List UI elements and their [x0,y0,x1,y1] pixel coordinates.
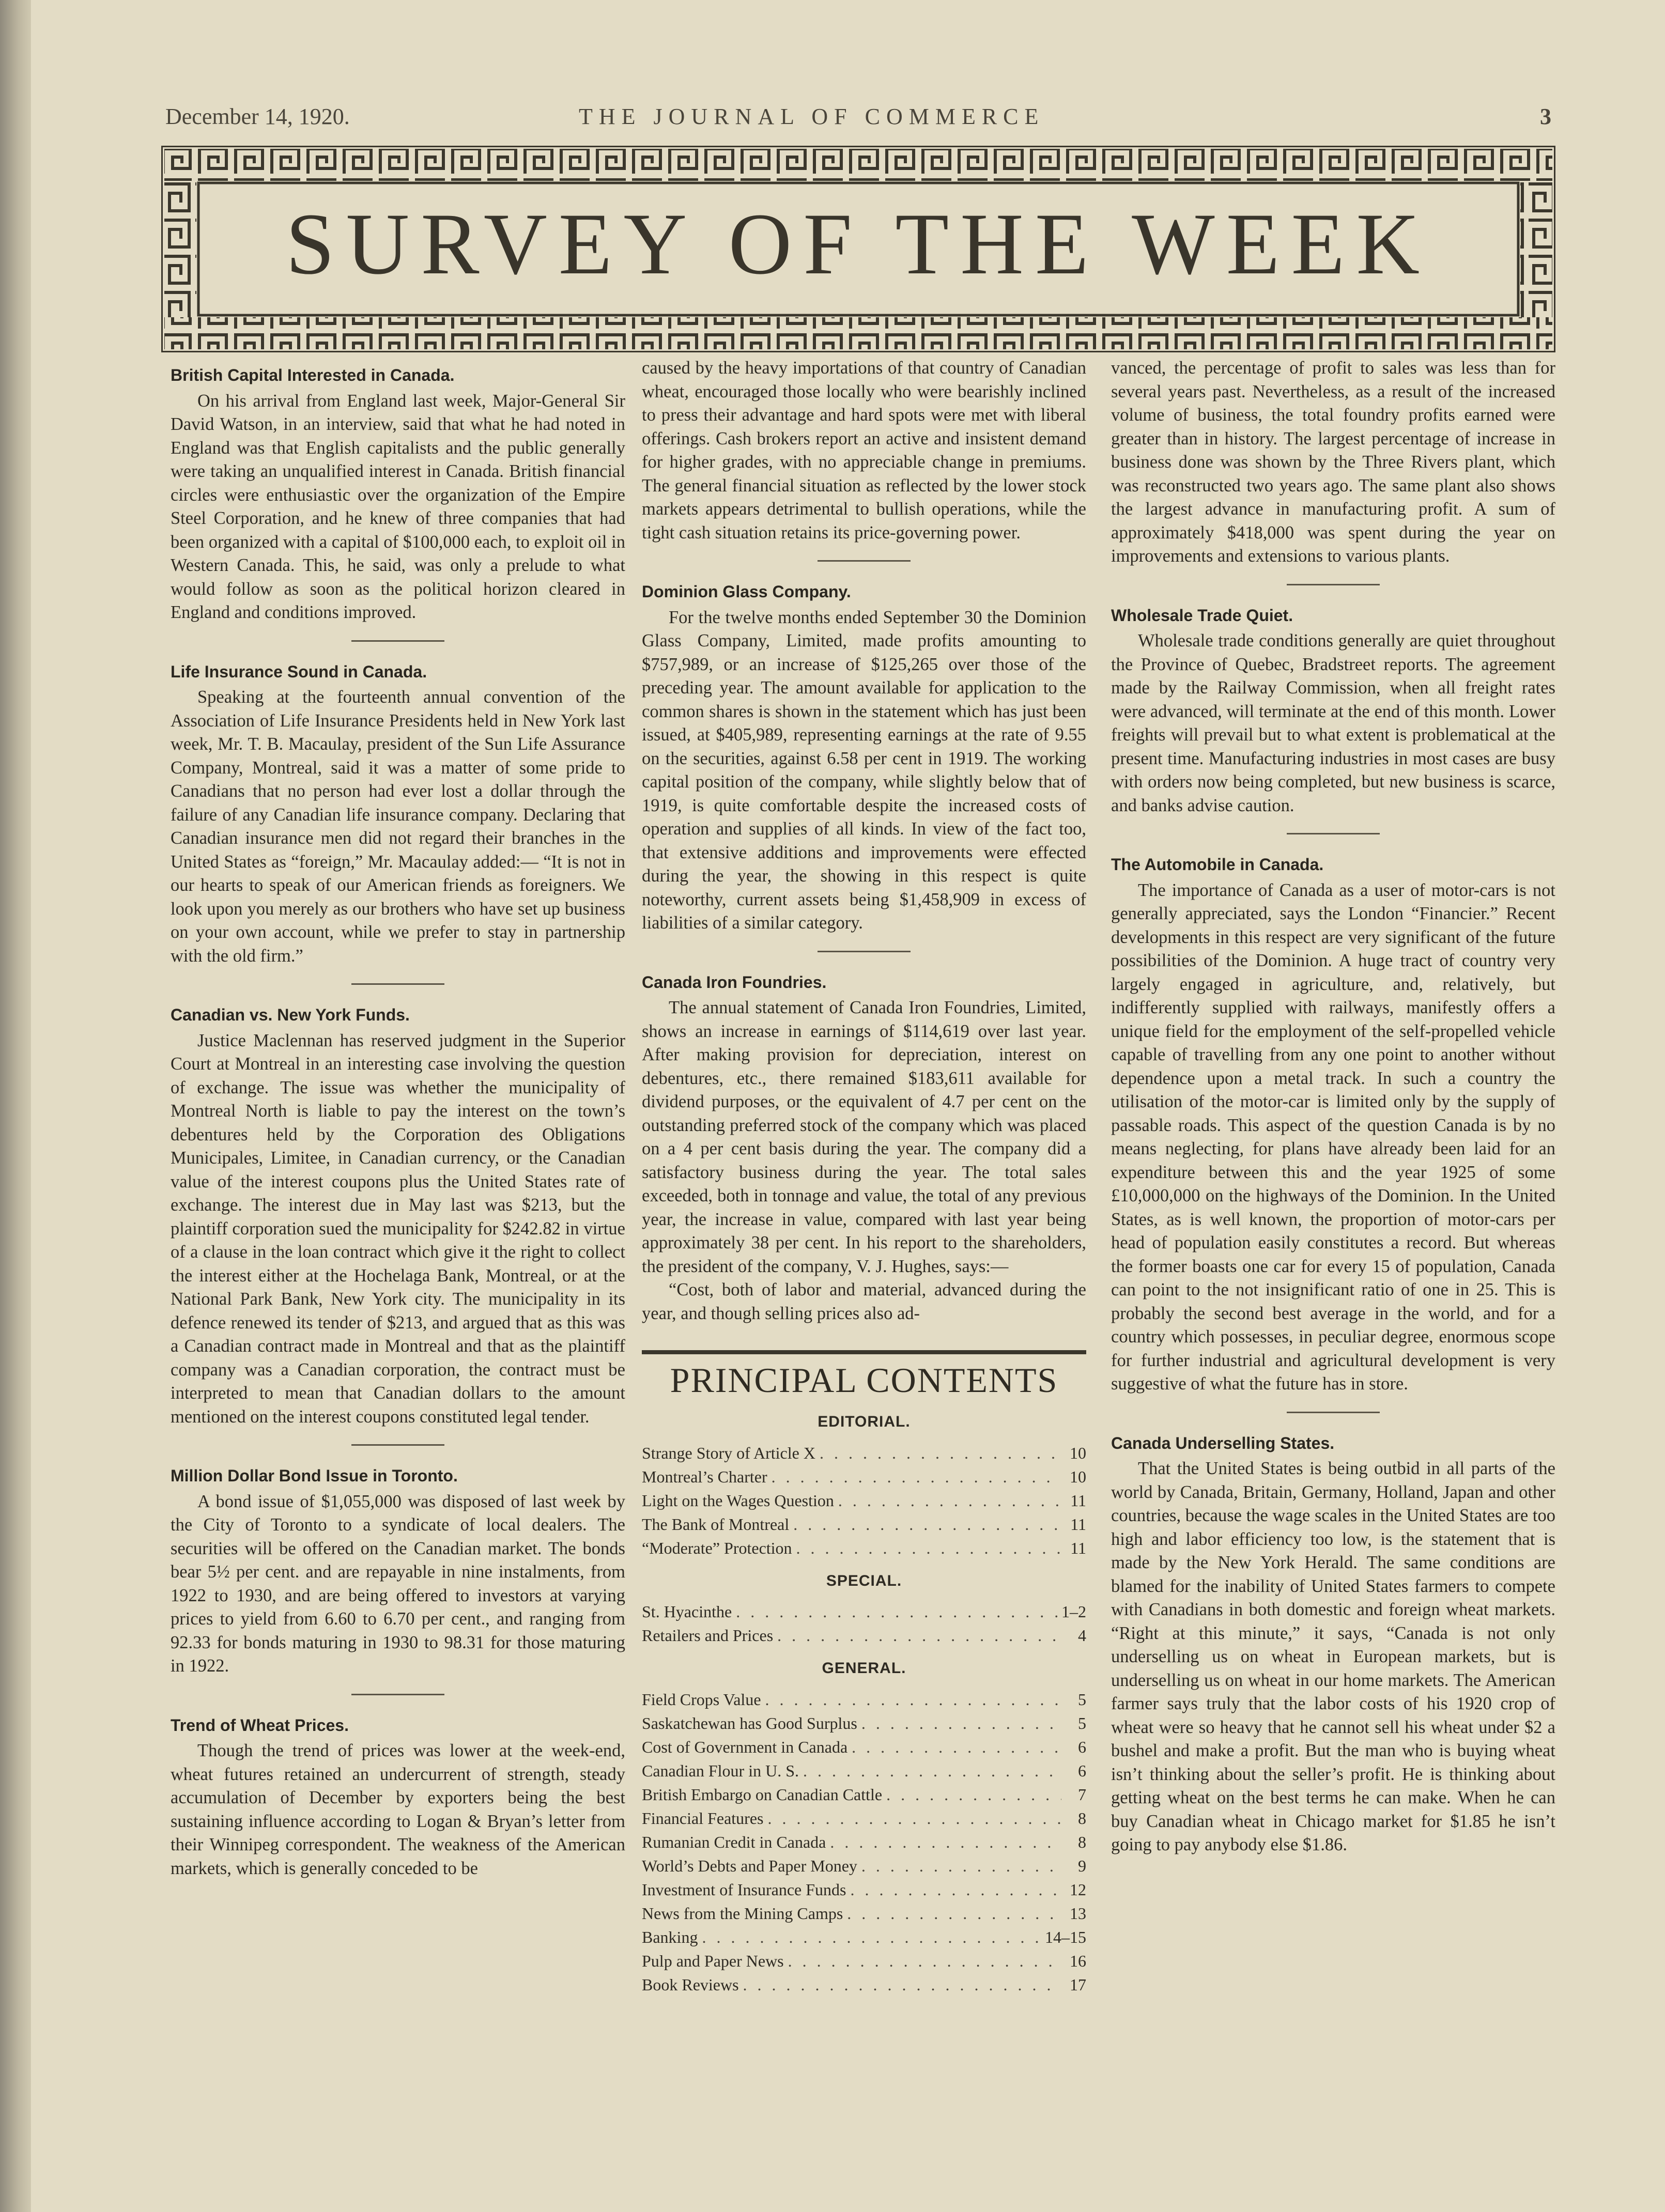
contents-entry-title: Montreal’s Charter [642,1467,767,1486]
contents-entry[interactable] [642,1878,1086,1901]
article-paragraph: vanced, the percentage of profit to sales was less than for several years past. Nevertheless, as a result of the increased volume of business, the total foundry profits earned were greater than in history. The largest percentage of increase in business done was shown by the Three Rivers plant, which was reconstructed two years ago. The same plant also shows the largest advance in manufacturing profit. A sum of approximately $418,000 was spent during the year on improvements and extensions to various plants. [1111,358,1555,566]
contents-entry[interactable] [642,1489,1086,1512]
contents-entry-title: Light on the Wages Question [642,1491,834,1510]
article-paragraph: For the twelve months ended September 30 the Dominion Glass Company, Limited, made profits amounting to $757,989, or an increase of $125,265 over those of the preceding year. The amount available for application to the common shares is shown in the statement which has just been issued, at $405,989, representing earnings at the rate of 9.55 on the securities, against 6.58 per cent in 1919. The working capital position of the company, while slightly below that of 1919, is quite comfortable despite the increased costs of operation and supplies of all kinds. In view of the fact too, that extensive additions and improvements were effected during the year, the showing in this respect is quite noteworthy, current assets being $1,458,909 in excess of liabilities of a similar category. [642,607,1086,933]
article [1111,1432,1555,1857]
contents-entry[interactable] [642,1441,1086,1465]
article [171,364,625,625]
contents-entry[interactable] [642,1806,1086,1830]
contents-entry-page: 6 [1078,1737,1086,1756]
article-paragraph: “Cost, both of labor and material, advanced during the year, and though selling prices also ad- [642,1280,1086,1323]
article [642,580,1086,935]
article [171,1464,625,1678]
contents-entry-title: Pulp and Paper News [642,1951,784,1970]
article-paragraph: A bond issue of $1,055,000 was disposed of last week by the City of Toronto to a syndicate of local dealers. The securities will be offered on the Canadian market. The bonds bear 5½ per cent. and are repayable in nine instalments, from 1922 to 1930, and are being offered to investors at varying prices to yield from 6.60 to 6.70 per cent., and ranging from 92.33 for bonds maturing in 1930 to 98.31 for those maturing in 1922. [171,1491,625,1676]
article [1111,357,1555,568]
article-divider [351,1444,444,1446]
contents-entry-page: 5 [1078,1690,1086,1709]
contents-entry-title: The Bank of Montreal [642,1514,790,1534]
journal-name: THE JOURNAL OF COMMERCE [579,104,1045,129]
contents-section-heading: GENERAL. [822,1660,906,1677]
contents-entry-title: Strange Story of Article X [642,1443,815,1462]
article [642,971,1086,1326]
contents-entry[interactable] [642,1512,1086,1536]
leader-dots [793,1512,1061,1536]
article-heading: Dominion Glass Company. [642,582,851,601]
column-2 [642,357,1086,1997]
article-heading: British Capital Interested in Canada. [171,366,455,384]
contents-entry[interactable] [642,1536,1086,1560]
leader-dots [852,1735,1061,1759]
leader-dots [736,1600,1057,1623]
contents-entry[interactable] [642,1711,1086,1735]
contents-entry-page: 1–2 [1061,1602,1086,1621]
contents-title: PRINCIPAL CONTENTS [670,1360,1058,1400]
contents-entry-title: Investment of Insurance Funds [642,1880,846,1899]
contents-entry-title: World’s Debts and Paper Money [642,1856,857,1875]
contents-entry-title: Retailers and Prices [642,1626,774,1645]
contents-entry[interactable] [642,1688,1086,1711]
article-divider [351,1694,444,1695]
leader-dots [796,1536,1061,1560]
binding-spine [0,0,31,2212]
leader-dots [886,1783,1061,1806]
article-heading: Canada Underselling States. [1111,1433,1335,1452]
contents-entry[interactable] [642,1830,1086,1854]
contents-entry-page: 10 [1070,1443,1086,1462]
article-divider [351,640,444,642]
principal-contents [642,1350,1086,1997]
leader-dots [772,1465,1061,1489]
article-divider [1287,584,1380,585]
article [1111,853,1555,1396]
article-heading: Life Insurance Sound in Canada. [171,662,427,681]
article-paragraph: The annual statement of Canada Iron Foundries, Limited, shows an increase in earnings of $114,619 over last year. After making provision for depreciation, interest on debentures, etc., there remained $183,611 available for dividend purposes, or the equivalent of 4.7 per cent on the outstanding preferred stock of the company which was placed on a 4 per cent basis during the year. The company did a satisfactory business during the year. The total sales exceeded, both in tonnage and value, the total of any previous year, the increase in value, compared with last year being approximately 38 per cent. In his report to the shareholders, the president of the company, V. J. Hughes, says:— [642,998,1086,1276]
article-heading: Canada Iron Foundries. [642,972,827,992]
contents-entry[interactable] [642,1465,1086,1489]
article-heading: Trend of Wheat Prices. [171,1715,349,1735]
contents-entry-page: 13 [1070,1904,1086,1923]
leader-dots [861,1854,1061,1878]
contents-entry[interactable] [642,1759,1086,1783]
running-head [134,103,1561,140]
contents-entry-title: “Moderate” Protection [642,1538,792,1557]
article [642,357,1086,545]
leader-dots [847,1901,1061,1925]
contents-entry-title: News from the Mining Camps [642,1904,843,1923]
page-number: 3 [1540,104,1551,129]
issue-date: December 14, 1920. [165,104,350,129]
article-heading: Wholesale Trade Quiet. [1111,606,1293,625]
leader-dots [743,1973,1061,1997]
contents-entry-page: 14–15 [1045,1927,1086,1946]
leader-dots [788,1949,1061,1973]
contents-entry[interactable] [642,1783,1086,1806]
article-paragraph: Speaking at the fourteenth annual convention of the Association of Life Insurance Presidents held in New York last week, Mr. T. B. Macaulay, president of the Sun Life Assurance Company, Montreal, said it was a matter of some pride to Canadians that no person had ever lost a dollar through the failure of any Canadian life insurance company. Declaring that Canadian insurance men did not regard their branches in the United States as “foreign,” Mr. Macaulay added:— “It is not in our hearts to speak of our American friends as foreigners. We look upon you merely as our brothers who have set up business on your own account, while we prefer to stay in partnership with the old firm.” [171,687,625,966]
leader-dots [830,1830,1061,1854]
article-paragraph: Justice Maclennan has reserved judgment in the Superior Court at Montreal in an interesting case involving the question of exchange. The issue was whether the municipality of Montreal North is liable to pay the interest on the town’s debentures held by the Corporation des Obligations Municipales, Limitee, in Canadian currency, or the Canadian value of the interest coupons plus the United States rate of exchange. The interest due in May last was $213, but the plaintiff corporation sued the municipality for $242.82 in virtue of a clause in the loan contract which give it the right to collect the interest either at the Hochelaga Bank, Montreal, or at the National Park Bank, New York city. The municipality in its defence renewed its tender of $213, and argued that as this was a Canadian contract made in Montreal and that as the plaintiff company was a Canadian corporation, the contract must be interpreted to mean that Canadian dollars to the amount mentioned on the interest coupons constituted legal tender. [171,1030,625,1427]
contents-entry-title: British Embargo on Canadian Cattle [642,1785,883,1804]
contents-entry-page: 11 [1070,1514,1086,1534]
contents-entry-page: 10 [1070,1467,1086,1486]
contents-entry-page: 7 [1078,1785,1086,1804]
article-paragraph: On his arrival from England last week, Major-General Sir David Watson, in an interview, said that what he had noted in England was that English capitalists and the public generally were taking an unqualified interest in Canada. British financial circles were enthusiastic over the organization of the Empire Steel Corporation, and he knew of three companies that had been organized with a capital of $100,000 each, to exploit oil in Western Canada. This, he said, was only a prelude to what would follow as soon as the political horizon cleared in England and conditions improved. [171,391,625,622]
contents-entry[interactable] [642,1901,1086,1925]
article-divider [351,983,444,985]
contents-entry-page: 8 [1078,1832,1086,1851]
contents-entry-title: Banking [642,1927,698,1946]
article [171,1714,625,1881]
contents-entry-title: Field Crops Value [642,1690,761,1709]
article-divider [1287,1412,1380,1413]
contents-entry-title: Book Reviews [642,1975,739,1994]
leader-dots [820,1441,1061,1465]
article-heading: Million Dollar Bond Issue in Toronto. [171,1466,458,1485]
article-heading: Canadian vs. New York Funds. [171,1006,410,1024]
leader-dots [838,1489,1061,1512]
article-divider [1287,833,1380,834]
contents-entry-title: Rumanian Credit in Canada [642,1832,826,1851]
contents-entry-title: Saskatchewan has Good Surplus [642,1713,857,1733]
contents-entry-page: 11 [1070,1538,1086,1557]
leader-dots [702,1925,1041,1949]
article [1111,604,1555,818]
contents-entry-title: Financial Features [642,1808,764,1828]
article-paragraph: The importance of Canada as a user of motor-cars is not generally appreciated, says the London “Financier.” Recent developments in this respect are very significant of the future possibilities of the Dominion. A huge tract of country very largely engaged in agriculture, and, relatively, but indifferently supplied with railways, manifestly offers a unique field for the employment of the self-propelled vehicle capable of travelling from any one point to another without dependence upon a metal track. In such a country the utilisation of the motor-car is limited only by the supply of passable roads. This aspect of the question Canada is by no means neglecting, for plans have already been laid for an expenditure between this and the year 1925 of some £10,000,000 on the highways of the Dominion. In the United States, as is well known, the proportion of motor-cars per head of population easily constitutes a record. But whereas the former boasts one car for every 15 of population, Canada can point to the not insignificant ratio of one in 25. This is probably the second best average in the world, and for a country which possesses, in peculiar degree, enormous scope for further industrial and agricultural development is very suggestive of what the future has in store. [1111,880,1555,1394]
contents-rule [642,1350,1086,1354]
article-paragraph: Wholesale trade conditions generally are quiet throughout the Province of Quebec, Bradstreet reports. The agreement made by the Railway Commission, when all freight rates were advanced, will terminate at the end of this month. Lower freights will prevail but to what extent is problematical at the present time. Manufacturing industries in most cases are busy with orders now being completed, but new business is scarce, and banks advise caution. [1111,631,1555,815]
column-3 [1111,357,1555,1860]
contents-entry-page: 9 [1078,1856,1086,1875]
leader-dots [767,1806,1061,1830]
contents-entry-page: 11 [1070,1491,1086,1510]
contents-entry-page: 16 [1070,1951,1086,1970]
section-title: SURVEY OF THE WEEK [285,195,1431,292]
contents-entry[interactable] [642,1925,1086,1949]
article [171,660,625,968]
contents-entry-page: 6 [1078,1761,1086,1780]
contents-entry[interactable] [642,1600,1086,1623]
contents-entry-title: St. Hyacinthe [642,1602,732,1621]
leader-dots [777,1623,1061,1647]
contents-entry-page: 4 [1078,1626,1086,1645]
contents-entry[interactable] [642,1735,1086,1759]
contents-entry[interactable] [642,1623,1086,1647]
article-paragraph: Though the trend of prices was lower at the week-end, wheat futures retained an undercurrent of strength, steady accumulation of December by exporters being the best sustaining influence according to Logan & Bryan’s letter from their Winnipeg correspondent. The weakness of the American markets, which is generally conceded to be [171,1741,625,1878]
contents-entry-page: 5 [1078,1713,1086,1733]
contents-entry-page: 12 [1070,1880,1086,1899]
contents-entry-title: Canadian Flour in U. S. [642,1761,799,1780]
leader-dots [861,1711,1061,1735]
survey-banner [161,146,1555,352]
contents-entry[interactable] [642,1973,1086,1997]
contents-entry-page: 8 [1078,1808,1086,1828]
contents-section-heading: EDITORIAL. [818,1413,911,1430]
leader-dots [803,1759,1061,1783]
article-paragraph: That the United States is being outbid in all parts of the world by Canada, Britain, Germany, Holland, Japan and other countries, because the wage scales in the United States are too high and labor efficiency too low, is the statement that is made by the New York Herald. The same conditions are blamed for the inability of United States farmers to compete with Canadians in both domestic and foreign wheat markets. “Right at this minute,” it says, “Canada is not only underselling us on wheat in European markets, but is underselling us on wheat in our home markets. The American farmer says truly that the labor costs of his 1920 crop of wheat were so heavy that he cannot sell his wheat under $2 a bushel and make a profit. But the man who is buying wheat isn’t thinking about the seller’s profit. He is thinking about getting wheat on the best terms he can make. When he can buy Canadian wheat in Chicago market for $1.85 he isn’t going to pay anybody else $1.86. [1111,1459,1555,1854]
contents-entry[interactable] [642,1949,1086,1973]
contents-entry-title: Cost of Government in Canada [642,1737,848,1756]
leader-dots [850,1878,1061,1901]
article-paragraph: caused by the heavy importations of that country of Canadian wheat, encouraged those locally who were bearishly inclined to press their advantage and hard spots were met with liberal offerings. Cash brokers report an active and insistent demand for higher grades, with no appreciable change in premiums. The general financial situation as reflected by the lower stock markets appears detrimental to bullish operations, while the tight cash situation retains its price-governing power. [642,358,1086,543]
column-1 [171,357,625,1883]
article-heading: The Automobile in Canada. [1111,855,1324,874]
contents-section-heading: SPECIAL. [826,1572,902,1589]
article [171,1003,625,1429]
contents-entry-page: 17 [1070,1975,1086,1994]
contents-entry[interactable] [642,1854,1086,1878]
article-divider [818,560,911,562]
article-divider [818,951,911,952]
leader-dots [765,1688,1061,1711]
